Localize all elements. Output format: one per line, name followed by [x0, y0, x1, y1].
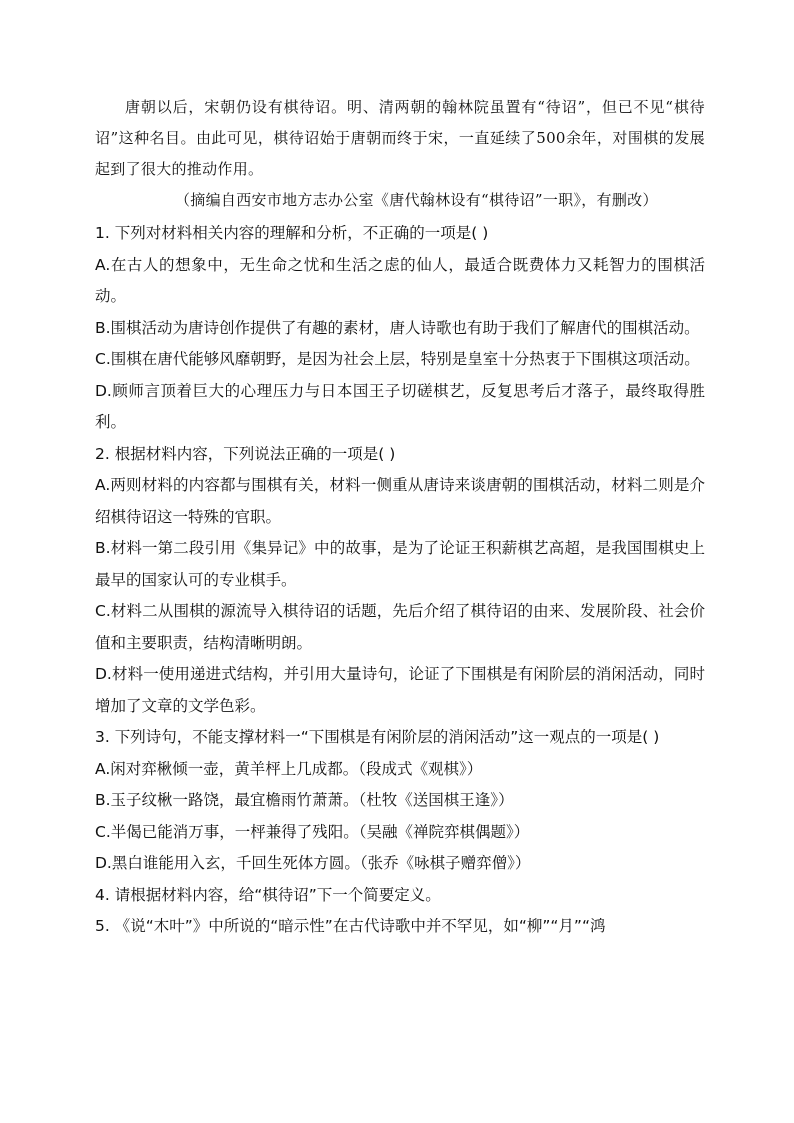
option-b: B.围棋活动为唐诗创作提供了有趣的素材，唐人诗歌也有助于我们了解唐代的围棋活动。 — [95, 318, 700, 337]
option-d: D.顾师言顶着巨大的心理压力与日本国王子切磋棋艺，反复思考后才落子，最终取得胜利。 — [95, 381, 705, 431]
question-stem: 4. 请根据材料内容，给“棋待诏”下一个简要定义。 — [95, 885, 441, 904]
reading-passage — [95, 92, 705, 216]
question-stem: 5. 《说“木叶”》中所说的“暗示性”在古代诗歌中并不罕见，如“柳”“月”“鸿 — [95, 917, 606, 935]
option-a: A.在古人的想象中，无生命之忧和生活之虑的仙人，最适合既费体力又耗智力的围棋活动。 — [95, 255, 705, 305]
question-1 — [95, 218, 705, 439]
question-stem: 3. 下列诗句，不能支撑材料一“下围棋是有闲阶层的消闲活动”这一观点的一项是( ) — [95, 728, 660, 746]
option-a: A.两则材料的内容都与围棋有关，材料一侧重从唐诗来谈唐朝的围棋活动，材料二则是介绍棋待诏这一特殊的官职。 — [95, 476, 705, 526]
option-c: C.材料二从围棋的源流导入棋待诏的话题，先后介绍了棋待诏的由来、发展阶段、社会价值和主要职责，结构清晰明朗。 — [95, 602, 705, 652]
question-2 — [95, 439, 705, 723]
passage-source: （摘编自西安市地方志办公室《唐代翰林设有“棋待诏”一职》，有删改） — [175, 191, 658, 209]
option-b: B.玉子纹楸一路饶，最宜檐雨竹萧萧。（杜牧《送国棋王逢》） — [95, 791, 514, 809]
option-b: B.材料一第二段引用《集异记》中的故事，是为了论证王积薪棋艺高超，是我国围棋史上最早的国家认可的专业棋手。 — [95, 539, 705, 589]
passage-paragraph: 唐朝以后，宋朝仍设有棋待诏。明、清两朝的翰林院虽置有“待诏”，但已不见“棋待诏”这种名目。由此可见，棋待诏始于唐朝而终于宋，一直延续了500余年，对围棋的发展起到了很大的推动作用。 — [95, 98, 705, 178]
question-stem: 1. 下列对材料相关内容的理解和分析，不正确的一项是( ) — [95, 224, 489, 242]
option-c: C.围棋在唐代能够风靡朝野，是因为社会上层，特别是皇室十分热衷于下围棋这项活动。 — [95, 350, 700, 368]
question-5 — [95, 911, 705, 943]
question-3 — [95, 722, 705, 880]
option-d: D.黑白谁能用入玄，千回生死体方圆。（张乔《咏棋子赠弈僧》） — [95, 854, 531, 872]
option-a: A.闲对弈楸倾一壶，黄羊枰上几成都。（段成式《观棋》） — [95, 759, 483, 778]
option-c: C.半偈已能消万事，一枰兼得了残阳。（吴融《禅院弈棋偶题》） — [95, 822, 530, 841]
question-list — [95, 218, 705, 943]
question-stem: 2. 根据材料内容，下列说法正确的一项是( ) — [95, 444, 396, 463]
option-d: D.材料一使用递进式结构，并引用大量诗句，论证了下围棋是有闲阶层的消闲活动，同时增加了文章的文学色彩。 — [95, 665, 705, 715]
question-4 — [95, 880, 705, 912]
